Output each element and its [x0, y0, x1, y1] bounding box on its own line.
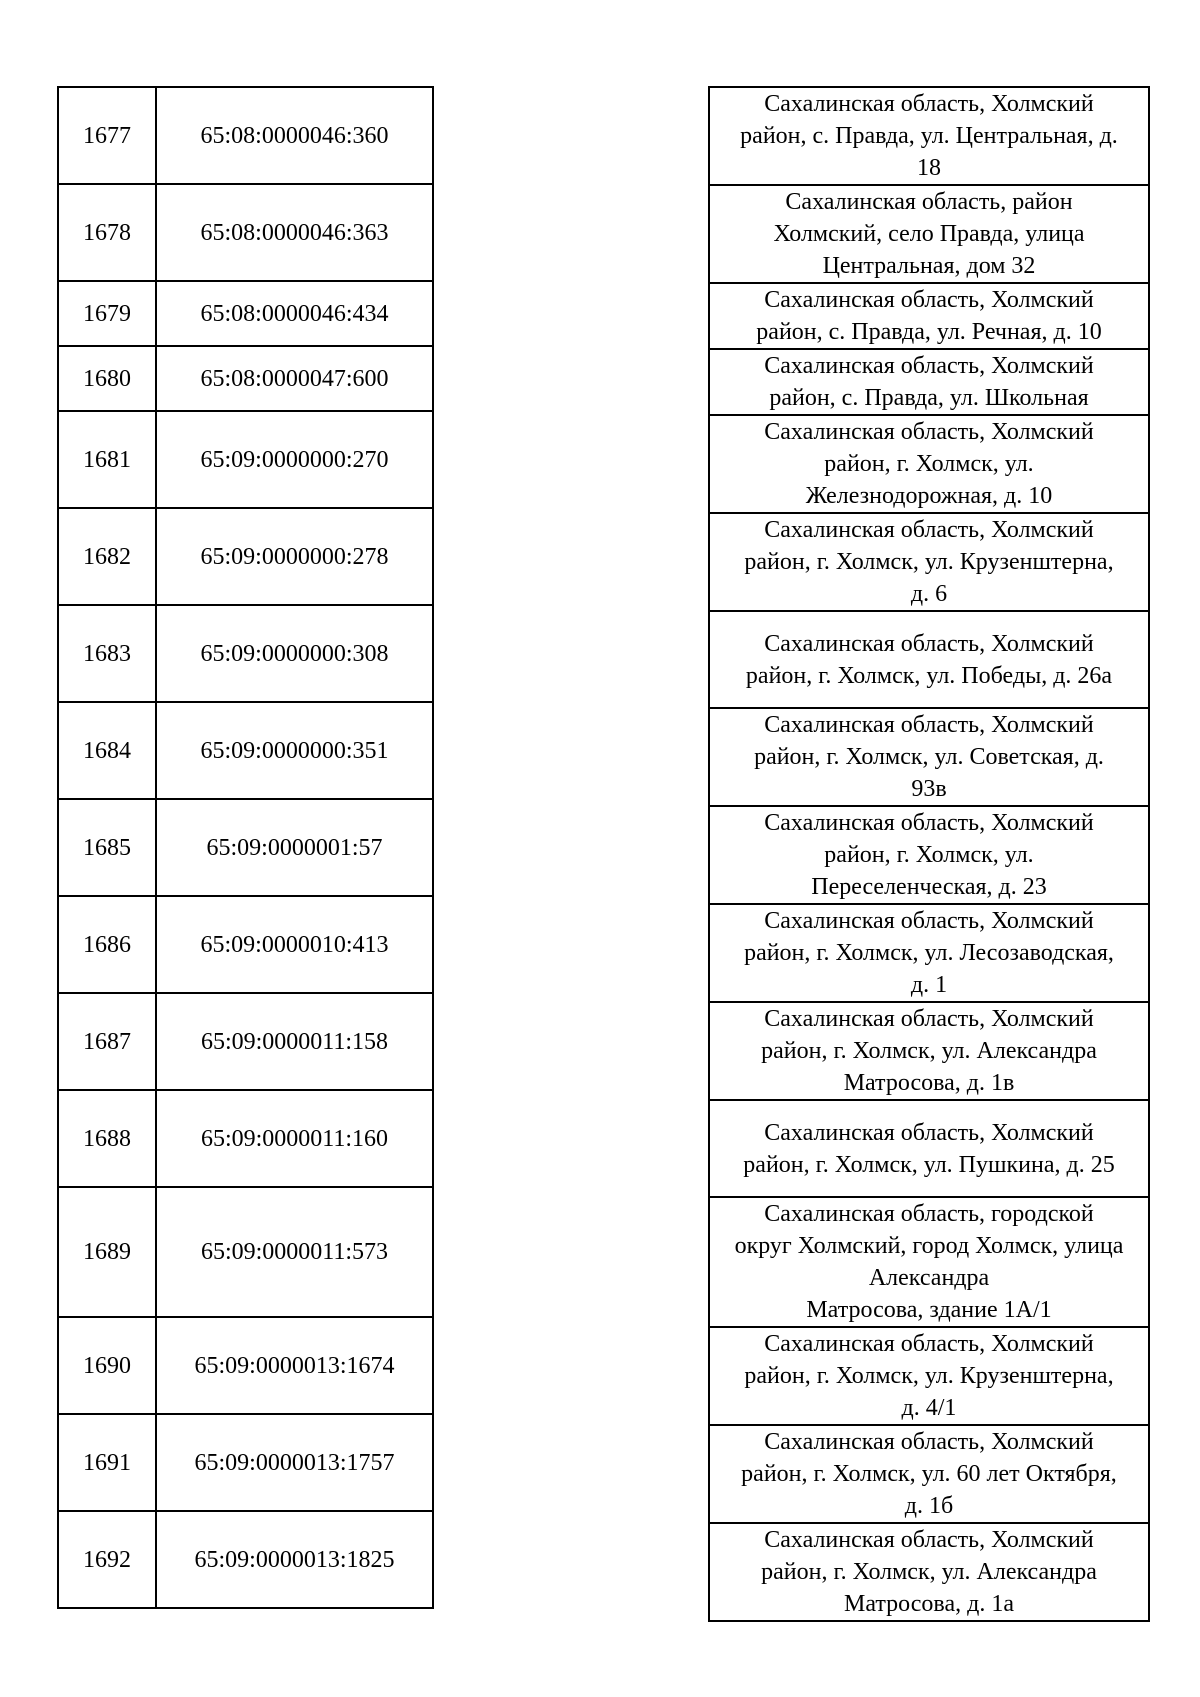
table-row	[58, 87, 433, 184]
table-row	[58, 346, 433, 411]
row-number-cell: 1689	[58, 1187, 156, 1317]
cadastral-number-cell: 65:08:0000047:600	[156, 346, 433, 411]
address-line: Сахалинская область, Холмский	[764, 1527, 1094, 1553]
cadastral-number-cell: 65:08:0000046:360	[156, 87, 433, 184]
address-cell	[709, 1002, 1149, 1100]
address-line: 18	[917, 155, 941, 181]
address-line: район, г. Холмск, ул. Пушкина, д. 25	[743, 1151, 1115, 1178]
row-number-cell: 1688	[58, 1090, 156, 1187]
table-row	[58, 993, 433, 1090]
cadastral-number-cell: 65:09:0000013:1674	[156, 1317, 433, 1414]
address-cell	[709, 415, 1149, 513]
row-number-cell: 1684	[58, 702, 156, 799]
address-line: район, г. Холмск, ул. Крузенштерна,	[744, 549, 1114, 575]
address-line: Сахалинская область, Холмский	[764, 1429, 1094, 1455]
table-row	[58, 1187, 433, 1317]
row-number-cell: 1678	[58, 184, 156, 281]
address-line: Сахалинская область, Холмский	[764, 1006, 1094, 1032]
cadastral-number-cell: 65:08:0000046:434	[156, 281, 433, 346]
row-number-cell: 1690	[58, 1317, 156, 1414]
row-number-cell: 1691	[58, 1414, 156, 1511]
cadastral-number-cell: 65:09:0000000:278	[156, 508, 433, 605]
address-line: Центральная, дом 32	[822, 253, 1036, 279]
address-line: д. 1	[910, 972, 948, 998]
address-line: район, г. Холмск, ул. Крузенштерна,	[744, 1363, 1114, 1389]
table-row	[709, 415, 1149, 513]
address-line: Сахалинская область, Холмский	[764, 517, 1094, 543]
row-number-cell: 1677	[58, 87, 156, 184]
table-row	[58, 896, 433, 993]
address-line: Переселенческая, д. 23	[811, 874, 1047, 900]
address-line: Матросова, д. 1а	[844, 1591, 1014, 1617]
address-line: район, г. Холмск, ул.	[824, 451, 1034, 477]
address-table	[708, 86, 1150, 1622]
table-row	[58, 1090, 433, 1187]
table-row	[709, 1197, 1149, 1327]
address-cell	[709, 904, 1149, 1002]
table-row	[709, 87, 1149, 185]
address-cell	[709, 611, 1149, 708]
address-line: д. 4/1	[901, 1395, 957, 1421]
table-row	[58, 508, 433, 605]
address-line: Сахалинская область, Холмский	[764, 810, 1094, 836]
address-cell	[709, 349, 1149, 415]
table-row	[709, 1002, 1149, 1100]
cadastral-table	[57, 86, 434, 1609]
cadastral-number-cell: 65:09:0000011:160	[156, 1090, 433, 1187]
address-line: Сахалинская область, Холмский	[764, 353, 1094, 379]
address-line: район, г. Холмск, ул. Советская, д.	[754, 744, 1104, 770]
row-number-cell: 1680	[58, 346, 156, 411]
address-cell	[709, 87, 1149, 185]
address-line: Железнодорожная, д. 10	[805, 483, 1053, 509]
address-line: район, с. Правда, ул. Школьная	[769, 385, 1089, 411]
cadastral-number-cell: 65:09:0000000:270	[156, 411, 433, 508]
address-table-body	[709, 87, 1149, 1621]
table-row	[709, 283, 1149, 349]
row-number-cell: 1679	[58, 281, 156, 346]
cadastral-number-cell: 65:09:0000000:308	[156, 605, 433, 702]
table-row	[58, 1414, 433, 1511]
table-row	[709, 1100, 1149, 1197]
cadastral-number-cell: 65:09:0000013:1825	[156, 1511, 433, 1608]
table-row	[58, 799, 433, 896]
table-row	[58, 605, 433, 702]
table-row	[709, 1425, 1149, 1523]
cadastral-number-cell: 65:09:0000001:57	[156, 799, 433, 896]
table-row	[709, 611, 1149, 708]
address-line: Матросова, здание 1А/1	[806, 1297, 1052, 1323]
table-row	[709, 349, 1149, 415]
address-line: район, г. Холмск, ул. Победы, д. 26а	[745, 662, 1113, 689]
table-row	[709, 1523, 1149, 1621]
row-number-cell: 1683	[58, 605, 156, 702]
address-cell	[709, 708, 1149, 806]
address-line: д. 1б	[904, 1493, 954, 1519]
cadastral-number-cell: 65:08:0000046:363	[156, 184, 433, 281]
address-line: район, с. Правда, ул. Центральная, д.	[740, 123, 1118, 149]
table-row	[709, 904, 1149, 1002]
table-row	[709, 513, 1149, 611]
cadastral-number-cell: 65:09:0000011:158	[156, 993, 433, 1090]
cadastral-table-body	[58, 87, 433, 1608]
row-number-cell: 1687	[58, 993, 156, 1090]
address-line: Сахалинская область, Холмский	[764, 419, 1094, 445]
address-line: д. 6	[910, 581, 948, 607]
cadastral-number-cell: 65:09:0000010:413	[156, 896, 433, 993]
table-row	[709, 806, 1149, 904]
row-number-cell: 1681	[58, 411, 156, 508]
address-line: Сахалинская область, городской	[764, 1201, 1094, 1227]
table-row	[709, 708, 1149, 806]
address-line: Сахалинская область, Холмский	[764, 630, 1094, 657]
address-line: Холмский, село Правда, улица	[773, 221, 1085, 247]
address-cell	[709, 1523, 1149, 1621]
cadastral-number-cell: 65:09:0000013:1757	[156, 1414, 433, 1511]
address-line: район, г. Холмск, ул. Александра	[761, 1559, 1097, 1585]
address-line: район, г. Холмск, ул. Александра	[761, 1038, 1097, 1064]
address-line: Сахалинская область, Холмский	[764, 287, 1094, 313]
address-line: округ Холмский, город Холмск, улица	[734, 1233, 1124, 1259]
cadastral-number-cell: 65:09:0000000:351	[156, 702, 433, 799]
address-cell	[709, 283, 1149, 349]
table-row	[709, 1327, 1149, 1425]
address-line: район, г. Холмск, ул. 60 лет Октября,	[741, 1461, 1117, 1487]
cadastral-number-cell: 65:09:0000011:573	[156, 1187, 433, 1317]
address-line: район, с. Правда, ул. Речная, д. 10	[756, 319, 1102, 345]
table-row	[58, 1511, 433, 1608]
address-cell	[709, 513, 1149, 611]
address-line: Сахалинская область, Холмский	[764, 712, 1094, 738]
address-cell	[709, 1425, 1149, 1523]
address-line: Сахалинская область, Холмский	[764, 1331, 1094, 1357]
address-cell	[709, 1100, 1149, 1197]
address-cell	[709, 806, 1149, 904]
row-number-cell: 1685	[58, 799, 156, 896]
row-number-cell: 1682	[58, 508, 156, 605]
table-row	[58, 411, 433, 508]
address-cell	[709, 1197, 1149, 1327]
address-line: Сахалинская область, Холмский	[764, 91, 1094, 117]
address-cell	[709, 185, 1149, 283]
address-line: Сахалинская область, Холмский	[764, 1119, 1094, 1146]
address-cell	[709, 1327, 1149, 1425]
table-row	[58, 281, 433, 346]
address-line: район, г. Холмск, ул.	[824, 842, 1034, 868]
address-line: Сахалинская область, Холмский	[764, 908, 1094, 934]
address-line: 93в	[911, 776, 947, 802]
address-line: Матросова, д. 1в	[843, 1070, 1015, 1096]
address-line: Александра	[868, 1265, 990, 1291]
table-row	[58, 702, 433, 799]
address-line: Сахалинская область, район	[785, 189, 1073, 215]
table-row	[58, 184, 433, 281]
row-number-cell: 1692	[58, 1511, 156, 1608]
table-row	[709, 185, 1149, 283]
address-line: район, г. Холмск, ул. Лесозаводская,	[744, 940, 1114, 966]
table-row	[58, 1317, 433, 1414]
row-number-cell: 1686	[58, 896, 156, 993]
